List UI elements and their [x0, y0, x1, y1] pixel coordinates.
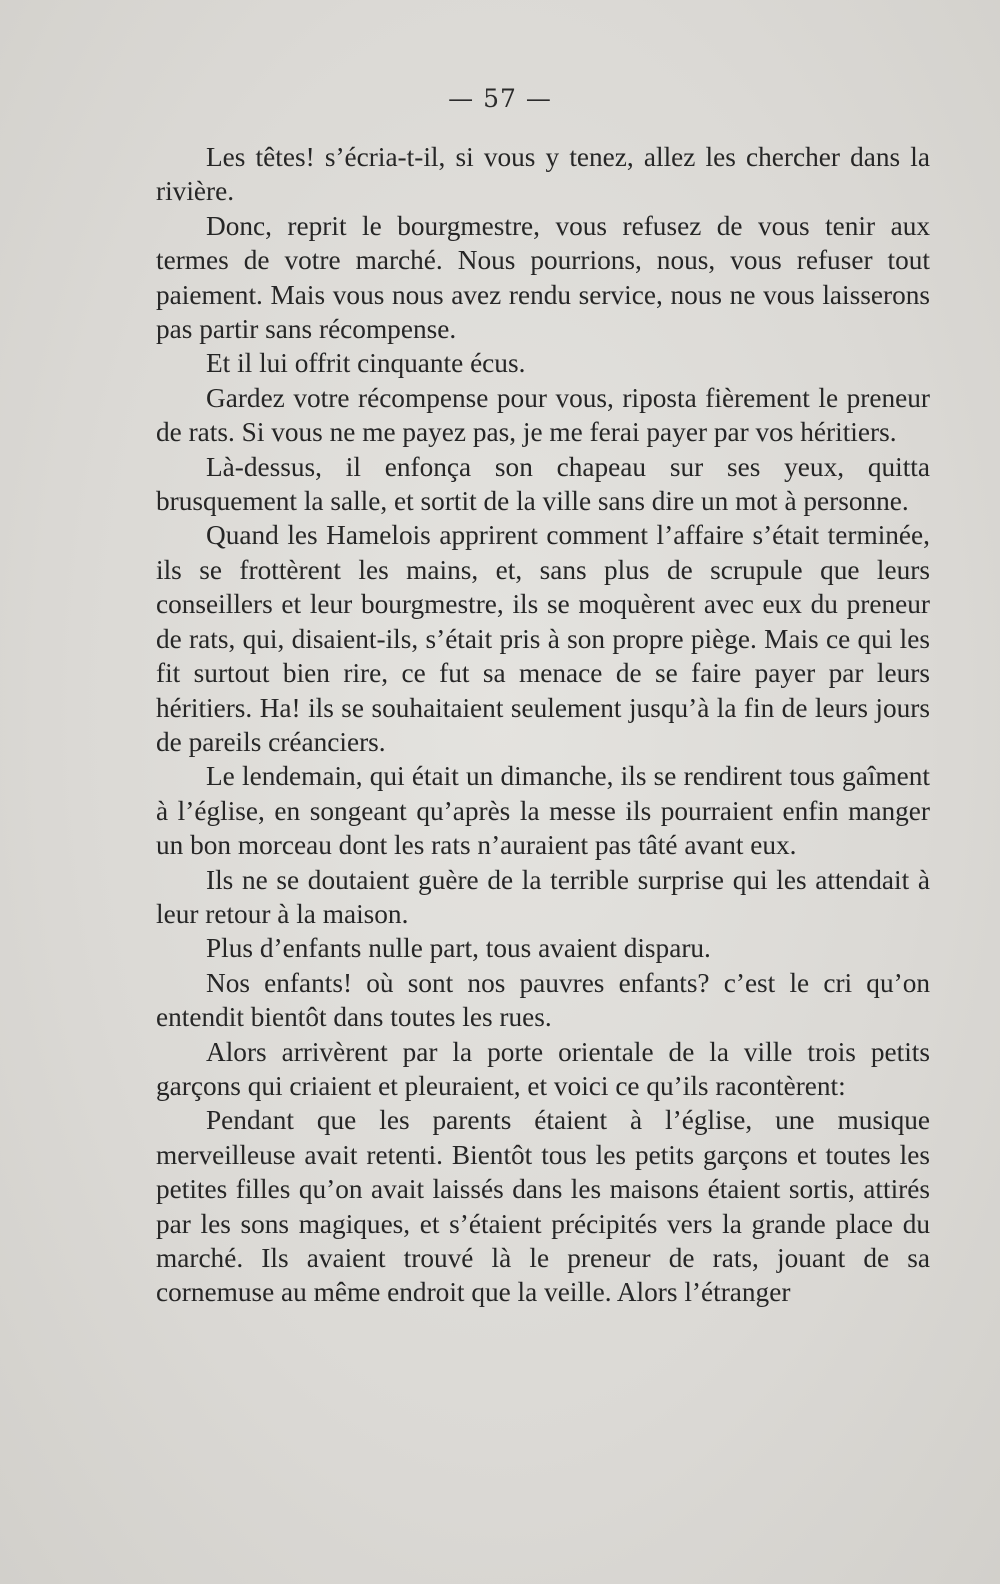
paragraph: Et il lui offrit cinquante écus. [206, 348, 526, 379]
paragraph: Les têtes! s’écria-t-il, si vous y tenez, allez les chercher dans la rivière. [156, 142, 930, 207]
paragraph: Là-dessus, il enfonça son chapeau sur ses yeux, quitta brusquement la salle, et sortit de la ville sans dire un mot à personne. [156, 451, 930, 517]
body-text [156, 140, 930, 1310]
paragraph: Alors arrivèrent par la porte orientale de la ville trois petits garçons qui criaient et pleuraient, et voici ce qu’ils racontèrent: [156, 1036, 930, 1101]
paragraph: Donc, reprit le bourgmestre, vous refusez de vous tenir aux termes de votre marché. Nous pourrions, nous, vous refuser tout paiement. Mais vous nous avez rendu service, nous ne vous laisserons pas partir sans récompense. [156, 210, 930, 345]
paragraph: Nos enfants! où sont nos pauvres enfants? c’est le cri qu’on entendit bientôt dans toutes les rues. [156, 967, 930, 1033]
paragraph: Quand les Hamelois apprirent comment l’affaire s’était terminée, ils se frottèrent les mains, et, sans plus de scrupule que leurs conseillers et leur bourgmestre, ils se moquèrent avec eux du preneur de rats, qui, disaient-ils, s’était pris à son propre piège. Mais ce qui les fit surtout bien rire, ce fut sa menace de se faire payer par leurs héritiers. Ha! ils se souhaitaient seulement jusqu’à la fin de leurs jours de pareils créanciers. [156, 520, 930, 757]
paragraph: Plus d’enfants nulle part, tous avaient disparu. [206, 933, 711, 964]
paragraph: Ils ne se doutaient guère de la terrible surprise qui les attendait à leur retour à la maison. [156, 864, 930, 929]
paragraph: Pendant que les parents étaient à l’église, une musique merveilleuse avait retenti. Bientôt tous les petits garçons et toutes les petites filles qu’on avait laissés dans les maisons étaient sortis, attirés par les sons magiques, et s’étaient précipités vers la grande place du marché. Ils avaient trouvé là le preneur de rats, jouant de sa cornemuse au même endroit que la veille. Alors l’étranger [156, 1105, 930, 1308]
page-number: — 57 — [448, 84, 552, 113]
paragraph: Gardez votre récompense pour vous, riposta fièrement le preneur de rats. Si vous ne me payez pas, je me ferai payer par vos héritiers. [156, 382, 930, 448]
paragraph: Le lendemain, qui était un dimanche, ils se rendirent tous gaîment à l’église, en songeant qu’après la messe ils pourraient enfin manger un bon morceau dont les rats n’auraient pas tâté avant eux. [156, 761, 930, 861]
